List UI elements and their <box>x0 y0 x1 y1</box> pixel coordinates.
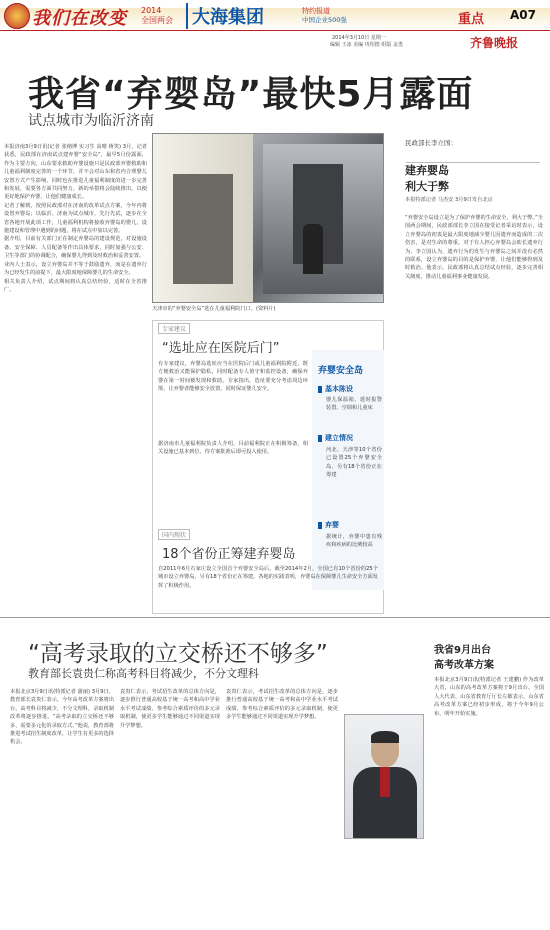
info-item-body: 婴儿保温箱、延时报警装置、空调和儿童床 <box>326 397 382 412</box>
right-body: 本报北京3月9日讯(特派记者 王建鹏) 作为改革大省，山东的高考改革方案将于9月出台。全国人大代表、山东省教育厅厅长左敏表示，山东省高考改革方案已经初步形成，将于今年9月公布，明年开始实施。 <box>434 677 544 717</box>
article-paragraph: 本报济南3月9日讯(记者 张榕博 实习生 高晴 蒋笑) 3月，记者获悉，民政部在济南试点建弃婴“安全岛”，最早5月份露面，作为主要方向，山东要求救助弃婴设施只是民政部弃婴救助和儿童福利制度完善的一个环节，并不会对山东和省内合理婴儿安置方式产生影响，同时也在推进儿童福利制度的进一步完善和发展，需要各方面共同努力，新的举措将会陆续推出，以便更好地保护弃婴，让他们健康成长。 <box>4 144 147 201</box>
section-bar-icon <box>318 386 322 393</box>
article-paragraph: 记者了解到，按照民政部对在济南的改革试点方案，今年内将设置弃婴岛；以临沂、济南为试点城市，先行先试，逐步在全省各地开展此项工作，儿童福利机构将接收弃婴岛的婴儿，设施建设和管理中遇到的问题，将在试点中加以完善。 <box>4 202 147 235</box>
section-bar-icon <box>318 522 322 529</box>
sponsor-name: 大海集团 <box>186 3 264 29</box>
lower-subhead: 教育部长袁贵仁称高考科目将减少，不分文理科 <box>28 667 259 680</box>
sponsor-sub: 中国企业500强 <box>302 16 347 24</box>
mid-kicker: 国内现状 <box>158 529 190 540</box>
info-item-title: 基本陈设 <box>318 384 353 394</box>
sponsor-special: 特约报道 <box>302 7 330 15</box>
info-item-body: 河北、天津等10个省份已设置25个弃婴安全岛，另有18个省份正在筹建 <box>326 447 382 479</box>
page-number: A07 <box>510 8 536 22</box>
sidebar-kicker: 民政部长李立国： <box>405 139 457 147</box>
page-subhead: 试点城市为临沂济南 <box>28 113 154 129</box>
mid-headline: 18个省份正筹建弃婴岛 <box>162 547 296 562</box>
brand-year-label: 全国两会 <box>141 16 173 25</box>
article-paragraph: 相关负责人介绍，试点期间将认真总结经验，适时在全省推广。 <box>4 278 147 293</box>
right-headline-line1: 我省9月出台 <box>434 645 491 656</box>
lower-body-left: 本报北京3月9日讯(特派记者 蒲丽) 3月9日，教育部长袁贵仁表示，今年高考改革方案将出台，高考科目将减少，不分文理科，录取机制改革将逐步推进。“高考录取的立交桥还不够多，需要多元化的录取方式。”他说，教育部将推进考试招生制度改革，让学生有更多的选择机会。 <box>10 689 114 746</box>
sidebar-byline: 本报特派记者 马杰安 3月9日发自北京 <box>405 197 493 203</box>
page-headline: 我省“弃婴岛”最快5月露面 <box>28 74 474 115</box>
info-item-title: 建立情况 <box>318 433 353 443</box>
brand-year: 2014 <box>141 6 162 15</box>
article-paragraph: 业内人士表示，设立弃婴岛并不等于鼓励遗弃，而是在遗弃行为已经发生的前提下，最大限度地保障婴儿的生命安全。 <box>4 261 147 277</box>
mid-kicker: 专家建议 <box>158 323 190 334</box>
info-item-title: 弃婴 <box>318 520 339 530</box>
right-headline-line2: 高考改革方案 <box>434 660 494 671</box>
paper-logo: 齐鲁晚报 <box>470 36 519 50</box>
section-tag: 重点 <box>458 12 485 27</box>
info-box-title: 弃婴安全岛 <box>318 366 364 376</box>
mid-body: 有专家建议，弃婴岛选址应当在医院后门或儿童福利院附近，既方便救治又能保护隐私，同时配备专人值守和监控设备，确保弃婴在第一时间被发现和救助。专家指出，选址要充分考虑周边环境，让弃婴者能够安全放置，同时保证婴儿安全。 <box>158 361 308 393</box>
photo-caption: 天津市的“弃婴安全岛”选在儿童福利院门口。(资料片) <box>152 306 276 312</box>
date-line: 2014年3月10日 星期一 <box>332 35 386 41</box>
emblem-icon <box>4 3 30 29</box>
sidebar-body: “弃婴安全岛设立是为了保护弃婴的生命安全，利大于弊。”全国两会期间，民政部部长李立国在接受记者采访时表示，设立弃婴岛的初衷是最大限度地减少婴儿因遗弃而造成的二次伤害，是对生命的尊重。对于有人担心弃婴岛会助长遗弃行为，李立国认为，遗弃行为的发生与弃婴岛之间并没有必然的联系，设立弃婴岛的目的是保护弃婴，让他们能够得到及时救治。他表示，民政部将认真总结试点经验，逐步完善相关制度，推动儿童福利事业健康发展。 <box>405 215 543 280</box>
brand-title: 我们在改变 <box>32 8 127 29</box>
lower-headline: “高考录取的立交桥还不够多” <box>28 641 328 667</box>
lower-body-mid: 袁贵仁表示，考试招生改革的总体方向是，逐步推行普通高校基于统一高考和高中学业水平考试成绩、参考综合素质评价的多元录取机制，使更多学生能够通过不同渠道实现升学梦想。 <box>120 689 220 729</box>
mid-headline: “选址应在医院后门” <box>162 341 280 356</box>
article-paragraph: 据介绍，目前有关部门正在制定弃婴岛的建设规范，对设施设备、安全保障、人员配备等作出具体要求，同时加强与公安、卫生等部门的协调配合，确保婴儿得到及时救治和妥善安置。 <box>4 236 147 260</box>
news-photo <box>152 133 384 303</box>
mid-body: 据济南市儿童福利院负责人介绍，目前福利院正在积极筹备，相关设施已基本到位，待方案批准后即可投入使用。 <box>158 441 308 456</box>
info-item-body: 据统计，弃婴中患有残疾和疾病的比例较高 <box>326 534 382 549</box>
section-divider <box>0 617 550 618</box>
article-left-column <box>4 143 147 615</box>
mid-body: 自2011年6月石家庄设立全国首个弃婴安全岛后，截至2014年2月，全国已有10个省份的25个城市设立弃婴岛，另有18个省份正在筹建。各地的实践表明，弃婴岛在保障婴儿生命安全方面发挥了积极作用。 <box>158 566 378 589</box>
lower-body-mid2: 袁贵仁表示，考试招生改革的总体方向是，逐步推行普通高校基于统一高考和高中学业水平考试成绩、参考综合素质评价的多元录取机制，使更多学生能够通过不同渠道实现升学梦想。 <box>226 689 338 721</box>
portrait-caption: 袁贵仁 <box>392 830 408 836</box>
section-bar-icon <box>318 435 322 442</box>
header-rule <box>0 30 550 31</box>
editor-line: 编辑 王冰 美编 巩绍德 组版 盖勇 <box>330 42 403 48</box>
sidebar-title-line1: 建弃婴岛 <box>405 164 449 177</box>
sidebar-title-line2: 利大于弊 <box>405 180 449 193</box>
portrait-photo <box>344 714 424 839</box>
